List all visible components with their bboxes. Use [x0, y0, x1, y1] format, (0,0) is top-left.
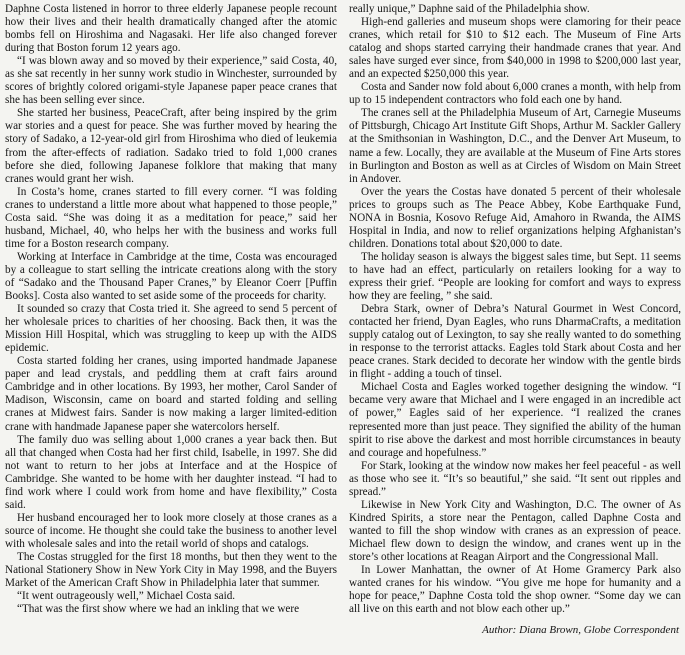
- paragraph: really unique,” Daphne said of the Philadelphia show.: [349, 3, 590, 15]
- byline: Author: Diana Brown, Globe Correspondent: [482, 624, 679, 637]
- paragraph: “That was the first show where we had an inkling that we were: [17, 603, 300, 616]
- paragraph: Costa started folding her cranes, using imported handmade Japanese paper and lead crystals, and peddling them at craft fairs around Cambridge and in other locations. By 1993, her mother, Carol Sander of Madison, Wisconsin, came on board and started folding and selling cranes at Midwest fairs. Sander is now making a larger limited-edition crane with handmade Japanese paper she watercolors herself.: [5, 355, 337, 433]
- paragraph: The family duo was selling about 1,000 cranes a year back then. But all that changed when Costa had her first child, Isabelle, in 1997. She did not want to return to her jobs at Interface and at the Hospice of Cambridge. She wanted to be home with her daughter instead. “I had to find work where I could work from home and have flexibility,” Costa said.: [5, 433, 337, 511]
- paragraph: The cranes sell at the Philadelphia Museum of Art, Carnegie Museums of Pittsburgh, Chicago Art Institute Gift Shops, Arthur M. Sackler Gallery at the Smithsonian in Washington, D.C., and the Denver Art Museum, to name a few. Locally, they are available at the Museum of Fine Arts stores in Burlington and Boston as well as at Circles of Wisdom on Main Street in Andover.: [349, 107, 681, 185]
- paragraph: High-end galleries and museum shops were clamoring for their peace cranes, which retail for $10 to $12 each. The Museum of Fine Arts catalog and shops started carrying their handmade cranes that year. And sales have surged ever since, from $40,000 in 1998 to $200,000 last year, and an expected $250,000 this year.: [349, 16, 681, 81]
- paragraph: “It went outrageously well,” Michael Costa said.: [17, 590, 236, 603]
- paragraph: “I was blown away and so moved by their experience,” said Costa, 40, as she sat recently in her sunny work studio in Winchester, surrounded by scores of brightly colored origami-style Japanese paper peace cranes that she has been selling ever since.: [5, 55, 337, 107]
- right-column: [349, 3, 681, 655]
- paragraph: Michael Costa and Eagles worked together designing the window. “I became very aware that Michael and I were engaged in an incredible act of power,” Eagles said of her experience. “I realized the cranes represented more than just peace. They signified the ability of the human spirit to rise above the darkest and most horrible circumstances in beauty and courage and hopefulness.”: [349, 381, 681, 459]
- paragraph: Daphne Costa listened in horror to three elderly Japanese people recount how their lives and their health dramatically changed after the atomic bombs fell on Hiroshima and Nagasaki. Her life also changed forever during that Boston forum 12 years ago.: [5, 3, 337, 55]
- left-column: [5, 3, 337, 655]
- paragraph: In Costa’s home, cranes started to fill every corner. “I was folding cranes to understand a little more about what happened to those people,” Costa said. “She was doing it as a meditation for peace,” said her husband, Michael, 40, who helps her with the business and works full time for a Boston research company.: [5, 185, 337, 250]
- paragraph: Likewise in New York City and Washington, D.C. The owner of As Kindred Spirits, a store near the Pentagon, called Daphne Costa and wanted to fill the shop window with cranes as an expression of peace. Michael flew down to design the window, and cranes went up in the store’s other locations at Reagan Airport and the Congressional Mall.: [349, 498, 681, 563]
- article-columns: [5, 3, 681, 655]
- paragraph: Over the years the Costas have donated 5 percent of their wholesale prices to groups such as The Peace Abbey, Kobe Earthquake Fund, NONA in Bosnia, Kosovo Refuge Aid, Amahoro in Rwanda, the AIMS Hospital in India, and now to relief organizations helping Afghanistan’s children. Donations total about $20,000 to date.: [349, 185, 681, 250]
- paragraph: Costa and Sander now fold about 6,000 cranes a month, with help from up to 15 independent contractors who fold each one by hand.: [349, 81, 681, 107]
- paragraph: Debra Stark, owner of Debra’s Natural Gourmet in West Concord, contacted her friend, Dyan Eagles, who runs DharmaCrafts, a meditation supply catalog out of Lexington, to say she really wanted to do something in response to the terrorist attacks. Eagles told Stark about Costa and her peace cranes. Stark decided to decorate her window with the gentle birds in flight - adding a touch of tinsel.: [349, 303, 681, 381]
- paragraph: For Stark, looking at the window now makes her feel peaceful - as well as those who see it. “It’s so beautiful,” she said. “It sent out ripples and spread.”: [349, 459, 681, 498]
- paragraph: In Lower Manhattan, the owner of At Home Gramercy Park also wanted cranes for his window. “You give me hope for humanity and a hope for peace,” Daphne Costa told the shop owner. “Some day we can all live on this earth and not blow each other up.”: [349, 564, 681, 616]
- paragraph: She started her business, PeaceCraft, after being inspired by the grim war stories and a quest for peace. She was further moved by hearing the story of Sadako, a 12-year-old girl from Hiroshima who died of leukemia from the after-effects of radiation. Sadako tried to fold 1,000 cranes before she died, following Japanese folklore that making that many cranes would grant her wish.: [5, 107, 337, 185]
- paragraph: Her husband encouraged her to look more closely at those cranes as a source of income. He thought she could take the business to another level with wholesale sales and into the retail world of shops and catalogs.: [5, 511, 337, 550]
- paragraph: The Costas struggled for the first 18 months, but then they went to the National Stationery Show in New York City in May 1998, and the Buyers Market of the American Craft Show in Philadelphia later that summer.: [5, 550, 337, 590]
- paragraph: The holiday season is always the biggest sales time, but Sept. 11 seems to have had an effect, particularly on retailers looking for a way to express their grief. “People are looking for comfort and ways to express how they are feeling, ” she said.: [349, 250, 681, 303]
- paragraph: It sounded so crazy that Costa tried it. She agreed to send 5 percent of her wholesale prices to charities of her choosing. Back then, it was the Mission Hill Hospital, which was struggling to keep up with the AIDS epidemic.: [5, 303, 337, 355]
- paragraph: Working at Interface in Cambridge at the time, Costa was encouraged by a colleague to start selling the intricate creations along with the story of “Sadako and the Thousand Paper Cranes,” by Eleanor Coerr [Puffin Books]. Costa also wanted to set aside some of the proceeds for charity.: [5, 250, 337, 303]
